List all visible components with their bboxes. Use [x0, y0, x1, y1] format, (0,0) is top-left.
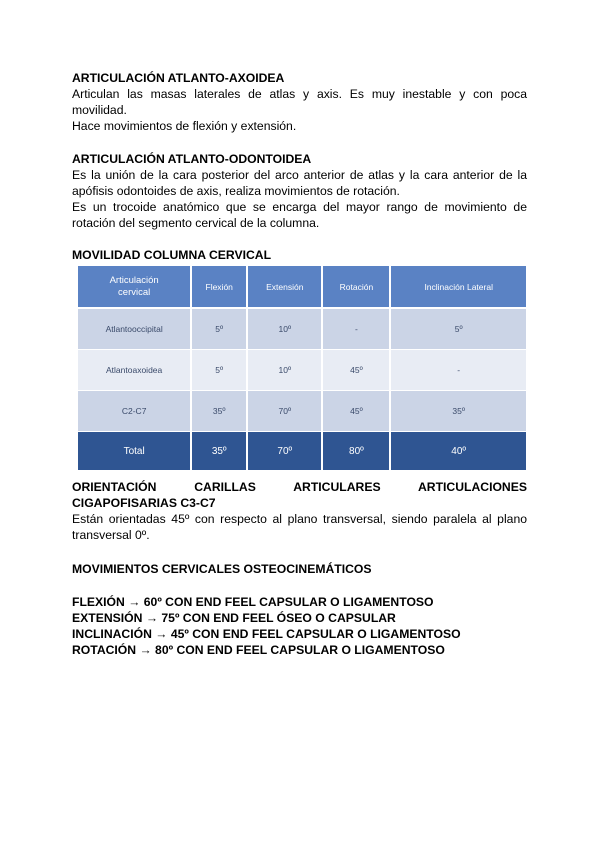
heading-movilidad-cervical: MOVILIDAD COLUMNA CERVICAL — [72, 248, 272, 262]
heading-movimientos-osteocinematicos: MOVIMIENTOS CERVICALES OSTEOCINEMÁTICOS — [72, 562, 372, 576]
movement-line-rotacion: ROTACIÓN → 80º CON END FEEL CAPSULAR O LIGAMENTOSO — [72, 643, 445, 657]
table-total-cell: Total — [78, 432, 190, 470]
table-row — [78, 391, 526, 432]
movement-line-flexion: FLEXIÓN → 60º CON END FEEL CAPSULAR O LIGAMENTOSO — [72, 595, 434, 609]
movement-line-extension: EXTENSIÓN → 75º CON END FEEL ÓSEO O CAPSULAR — [72, 611, 396, 625]
table-header-extension: Extensión — [248, 266, 321, 309]
table-row — [78, 309, 526, 350]
table-cell: 10º — [248, 309, 321, 350]
table-cell: 5º — [192, 309, 246, 350]
table-cell: 5º — [391, 309, 526, 350]
table-cell: 35º — [391, 391, 526, 432]
paragraph-atlanto-odontoidea-2: Es un trocoide anatómico que se encarga del mayor rango de movimiento de rotación del segmento cervical de la columna. — [72, 200, 527, 230]
table-header-rotacion: Rotación — [323, 266, 389, 309]
table-total-cell: 35º — [192, 432, 246, 470]
table-cell: Atlantoaxoidea — [78, 350, 190, 391]
table-cell: - — [323, 309, 389, 350]
table-header-row — [78, 266, 526, 309]
document-content — [72, 70, 527, 658]
table-cell: 5º — [192, 350, 246, 391]
paragraph-atlanto-axoidea-1: Articulan las masas laterales de atlas y axis. Es muy inestable y con poca movilidad. — [72, 87, 527, 117]
paragraph-atlanto-odontoidea-1: Es la unión de la cara posterior del arco anterior de atlas y la cara anterior de la apófisis odontoides de axis, realiza movimientos de rotación. — [72, 168, 527, 198]
paragraph-atlanto-axoidea-2: Hace movimientos de flexión y extensión. — [72, 119, 297, 133]
table-row — [78, 350, 526, 391]
table-header-articulacion-label: Articulación cervical — [109, 274, 159, 298]
movement-line-inclinacion: INCLINACIÓN → 45º CON END FEEL CAPSULAR O LIGAMENTOSO — [72, 627, 461, 641]
table-header-flexion: Flexión — [192, 266, 246, 309]
paragraph-orientacion-carillas: Están orientadas 45º con respecto al plano transversal, siendo paralela al plano transversal 0º. — [72, 512, 527, 542]
heading-atlanto-axoidea: ARTICULACIÓN ATLANTO-AXOIDEA — [72, 71, 285, 85]
table-cell: C2-C7 — [78, 391, 190, 432]
table-total-cell: 80º — [323, 432, 389, 470]
mobility-table — [76, 266, 528, 470]
table-total-row — [78, 432, 526, 470]
table-cell: 45º — [323, 391, 389, 432]
table-cell: 45º — [323, 350, 389, 391]
table-cell: 35º — [192, 391, 246, 432]
table-cell: 10º — [248, 350, 321, 391]
table-cell: Atlantooccipital — [78, 309, 190, 350]
table-cell: 70º — [248, 391, 321, 432]
table-total-cell: 70º — [248, 432, 321, 470]
table-cell: - — [391, 350, 526, 391]
heading-orientacion-carillas-1: ORIENTACIÓN CARILLAS ARTICULARES ARTICULACIONES — [72, 480, 527, 494]
table-header-inclinacion: Inclinación Lateral — [391, 266, 526, 309]
heading-orientacion-carillas-2: CIGAPOFISARIAS C3-C7 — [72, 496, 216, 510]
heading-atlanto-odontoidea: ARTICULACIÓN ATLANTO-ODONTOIDEA — [72, 152, 312, 166]
table-total-cell: 40º — [391, 432, 526, 470]
table-header-articulacion — [78, 266, 190, 309]
